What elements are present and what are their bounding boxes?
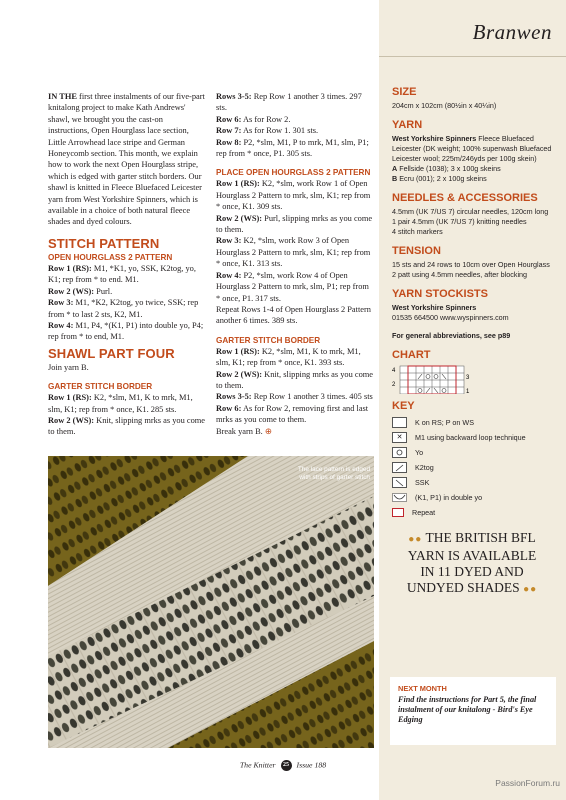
- yarn-b: [392, 174, 552, 184]
- stockists-block: [392, 288, 552, 323]
- next-month-text: Find the instructions for Part 5, the final instalment of our knitalong - Bird's Eye Edging: [398, 695, 537, 724]
- row-text: K2, *slm, work Row 3 of Open Hourglass 2 Pattern to mrk, slm, K1; rep from * once, K1. 313 sts.: [216, 236, 371, 269]
- watermark: PassionForum.ru: [495, 778, 560, 788]
- make-one-symbol-icon: ✕: [392, 432, 407, 443]
- column-one: [48, 91, 206, 438]
- key-item: [392, 415, 552, 430]
- garter-border-heading: GARTER STITCH BORDER: [48, 382, 153, 392]
- row-text: K2, *slm, M1, K to mrk, M1, slm, K1; rep from * once, K1. 285 sts.: [48, 393, 193, 414]
- yarn-b-text: Ecru (001); 2 x 100g skeins: [397, 174, 487, 183]
- row-label: Rows 3-5:: [216, 92, 252, 101]
- row-label: Row 7:: [216, 126, 242, 136]
- page-footer: [0, 760, 566, 771]
- pull-quote-line-1: [392, 530, 552, 548]
- size-block: [392, 86, 552, 111]
- row-text: Rep Row 1 another 3 times. 405 sts: [251, 392, 373, 402]
- needles-heading: NEEDLES & ACCESSORIES: [392, 192, 538, 204]
- stitch-pattern-heading: STITCH PATTERN: [48, 235, 160, 251]
- size-text: 204cm x 102cm (80½in x 40¼in): [392, 101, 497, 110]
- pattern-row: [216, 391, 374, 402]
- next-month-box: [390, 677, 556, 745]
- page-number: 25: [281, 760, 292, 771]
- intro-paragraph: [48, 91, 206, 228]
- quote-text: THE BRITISH BFL: [425, 530, 536, 545]
- pattern-row: [216, 304, 374, 327]
- row-label: Row 6:: [216, 403, 242, 413]
- yarn-a: [392, 164, 552, 174]
- row-label: Row 3:: [216, 236, 242, 246]
- knit-symbol-icon: [392, 417, 407, 428]
- quote-text: UNDYED SHADES: [406, 580, 520, 595]
- yarn-heading: YARN: [392, 119, 423, 131]
- key-item: [392, 475, 552, 490]
- key-item: [392, 445, 552, 460]
- row-label: Row 3:: [48, 298, 74, 308]
- pull-quote-line-4: [392, 580, 552, 598]
- row-label: Row 1 (RS):: [216, 179, 260, 189]
- pattern-row: [216, 178, 374, 212]
- yarn-a-letter: A: [392, 164, 398, 173]
- key-label: Yo: [415, 447, 424, 457]
- intro-body: first three instalments of our five-part knitalong project to make Kath Andrews' shawl, we brought you the cast-on instructions, Open Hourglass lace section, Little Arrowhead lace stripe and German Honeycomb section. This month, we explain how to work the next Open Hourglass stripe, which is edged with garter stitch borders. Our shawl is knitted in Fleece Bluefaced Leicester yarn from West Yorkshire Spinners, which is available in a choice of both natural fleece shades and dyed colours.: [48, 92, 205, 227]
- pattern-row: [216, 346, 374, 369]
- yarn-description: [392, 134, 552, 164]
- pattern-row: [48, 392, 206, 415]
- row-label: Row 2 (WS):: [216, 213, 263, 223]
- tension-text: 15 sts and 24 rows to 10cm over Open Hourglass 2 patt using 4.5mm needles, after blocking: [392, 260, 550, 279]
- key-item: [392, 460, 552, 475]
- row-label: Row 2 (WS):: [48, 286, 95, 296]
- garter-border-heading-2: GARTER STITCH BORDER: [216, 335, 321, 345]
- shawl-photo: [48, 456, 374, 748]
- key-item: [392, 490, 552, 505]
- pull-quote-line: IN 11 DYED AND: [420, 564, 524, 579]
- stockist-name: West Yorkshire Spinners: [392, 303, 477, 312]
- pattern-row: [216, 114, 374, 125]
- yarn-over-symbol-icon: [392, 447, 407, 458]
- row-label: Row 4:: [48, 320, 74, 330]
- row-text: K2, *slm, work Row 1 of Open Hourglass 2 Pattern to mrk, slm, K1; rep from * once, K1. 309 sts.: [216, 179, 371, 212]
- chart-key: [392, 415, 552, 520]
- key-label: SSK: [415, 477, 430, 487]
- stockists-heading: YARN STOCKISTS: [392, 288, 488, 300]
- join-yarn-text: Join yarn B.: [48, 362, 89, 372]
- row-text: P2, *slm, M1, P to mrk, M1, slm, P1; rep from * once, P1. 305 sts.: [216, 137, 369, 159]
- row-text: Break yarn B.: [216, 426, 263, 436]
- row-text: As for Row 2, removing first and last mrks as you come to them.: [216, 403, 369, 425]
- photo-caption: The lace pattern is edged with strips of garter stitch: [297, 466, 370, 481]
- yarn-block: [392, 119, 552, 184]
- stockist-contact: 01535 664500 www.wyspinners.com: [392, 313, 509, 322]
- pattern-row: [48, 320, 206, 343]
- pull-quote-line: YARN IS AVAILABLE: [407, 548, 537, 563]
- row-label: Row 1 (RS):: [216, 346, 260, 356]
- chart-heading: CHART: [392, 349, 431, 361]
- chart-row-label: 2: [392, 382, 396, 388]
- needles-block: [392, 192, 552, 237]
- quote-open-icon: ●●: [408, 534, 423, 545]
- pattern-row: [216, 213, 374, 236]
- materials-sidebar: [392, 86, 552, 598]
- tension-block: [392, 245, 552, 280]
- key-label: K2tog: [415, 462, 434, 472]
- pull-quote: [392, 530, 552, 598]
- pattern-row: [48, 297, 206, 320]
- magazine-name: The Knitter: [239, 760, 276, 770]
- pattern-row: [48, 415, 206, 438]
- pattern-row: [216, 235, 374, 269]
- pattern-row: [216, 137, 374, 160]
- title-divider: [379, 56, 566, 57]
- intro-lead: IN THE: [48, 92, 77, 101]
- row-text: Repeat Rows 1-4 of Open Hourglass 2 Pattern another 6 times. 389 sts.: [216, 304, 371, 326]
- tension-heading: TENSION: [392, 245, 441, 257]
- yarn-brand: West Yorkshire Spinners: [392, 134, 477, 143]
- row-label: Row 8:: [216, 137, 242, 147]
- yarn-desc: Fleece Bluefaced Leicester (DK weight; 100% superwash Bluefaced Leicester wool; 225m/246yds per 100g skein): [392, 134, 552, 163]
- chart-row-label: 4: [392, 368, 396, 374]
- row-label: Row 1 (RS):: [48, 263, 92, 273]
- row-text: Knit, slipping mrks as you come to them.: [216, 369, 374, 390]
- yarn-a-text: Fellside (1038); 3 x 100g skeins: [397, 164, 501, 173]
- row-text: P2, *slm, work Row 4 of Open Hourglass 2 Pattern to mrk, slm, P1; rep from * once, P1. 317 sts.: [216, 270, 369, 303]
- row-text: As for Row 2.: [241, 114, 291, 124]
- row-label: Rows 3-5:: [216, 392, 252, 402]
- row-text: Purl, slipping mrks as you come to them.: [216, 213, 373, 235]
- key-label: K on RS; P on WS: [415, 417, 474, 427]
- needles-line: 4 stitch markers: [392, 227, 443, 236]
- pattern-row: [216, 270, 374, 304]
- row-text: As for Row 1. 301 sts.: [241, 126, 319, 136]
- chart-row-label: 1: [466, 389, 470, 394]
- key-label: Repeat: [412, 507, 436, 517]
- pattern-row: [216, 91, 374, 114]
- shawl-part-heading: SHAWL PART FOUR: [48, 345, 175, 361]
- pattern-row: [48, 263, 206, 286]
- stitch-chart: [392, 364, 472, 394]
- row-label: Row 6:: [216, 114, 242, 124]
- ssk-symbol-icon: [392, 477, 407, 488]
- size-heading: SIZE: [392, 86, 417, 98]
- row-text: M1, *K1, yo, SSK, K2tog, yo, K1; rep from * to end. M1.: [48, 263, 196, 285]
- row-text: M1, *K2, K2tog, yo twice, SSK; rep from * to last 2 sts, K2, M1.: [48, 298, 199, 319]
- lace-shawl-illustration: [48, 456, 374, 748]
- pattern-row: [216, 125, 374, 136]
- place-pattern-heading: PLACE OPEN HOURGLASS 2 PATTERN: [216, 168, 371, 178]
- issue-number: Issue 188: [296, 760, 327, 770]
- key-item: [392, 505, 552, 520]
- row-text: K2, *slm, M1, K to mrk, M1, slm, K1; rep from * once, K1. 393 sts.: [216, 346, 361, 368]
- row-label: Row 1 (RS):: [48, 393, 92, 403]
- column-two: [216, 91, 374, 437]
- open-hourglass-heading: OPEN HOURGLASS 2 PATTERN: [48, 252, 173, 262]
- key-label: M1 using backward loop technique: [415, 432, 526, 442]
- needles-line: 4.5mm (UK 7/US 7) circular needles, 120cm long: [392, 207, 549, 216]
- row-text: Rep Row 1 another 3 times. 297 sts.: [216, 92, 362, 113]
- abbreviations-note: For general abbreviations, see p89: [392, 331, 511, 340]
- yarn-b-letter: B: [392, 174, 398, 183]
- key-heading: KEY: [392, 400, 415, 412]
- row-label: Row 2 (WS):: [48, 415, 95, 425]
- double-yo-symbol-icon: [392, 493, 407, 502]
- quote-close-icon: ●●: [523, 584, 538, 595]
- pattern-row: [48, 286, 206, 297]
- k2tog-symbol-icon: [392, 462, 407, 473]
- next-month-label: NEXT MONTH: [398, 684, 447, 693]
- pattern-row: [216, 403, 374, 426]
- key-label: (K1, P1) in double yo: [415, 492, 483, 502]
- pattern-title: Branwen: [472, 20, 552, 44]
- row-text: Purl.: [94, 286, 113, 296]
- end-mark-icon: ⊕: [264, 426, 272, 436]
- row-text: M1, P4, *(K1, P1) into double yo, P4; rep from * to end, M1.: [48, 320, 204, 342]
- repeat-symbol-icon: [392, 508, 404, 517]
- pattern-row: [216, 369, 374, 392]
- chart-row-label: 3: [466, 375, 470, 381]
- pattern-row: [216, 426, 374, 437]
- key-item: [392, 430, 552, 445]
- needles-line: 1 pair 4.5mm (UK 7/US 7) knitting needles: [392, 217, 527, 226]
- row-label: Row 4:: [216, 270, 242, 280]
- row-text: Knit, slipping mrks as you come to them.: [48, 415, 206, 437]
- row-label: Row 2 (WS):: [216, 369, 263, 379]
